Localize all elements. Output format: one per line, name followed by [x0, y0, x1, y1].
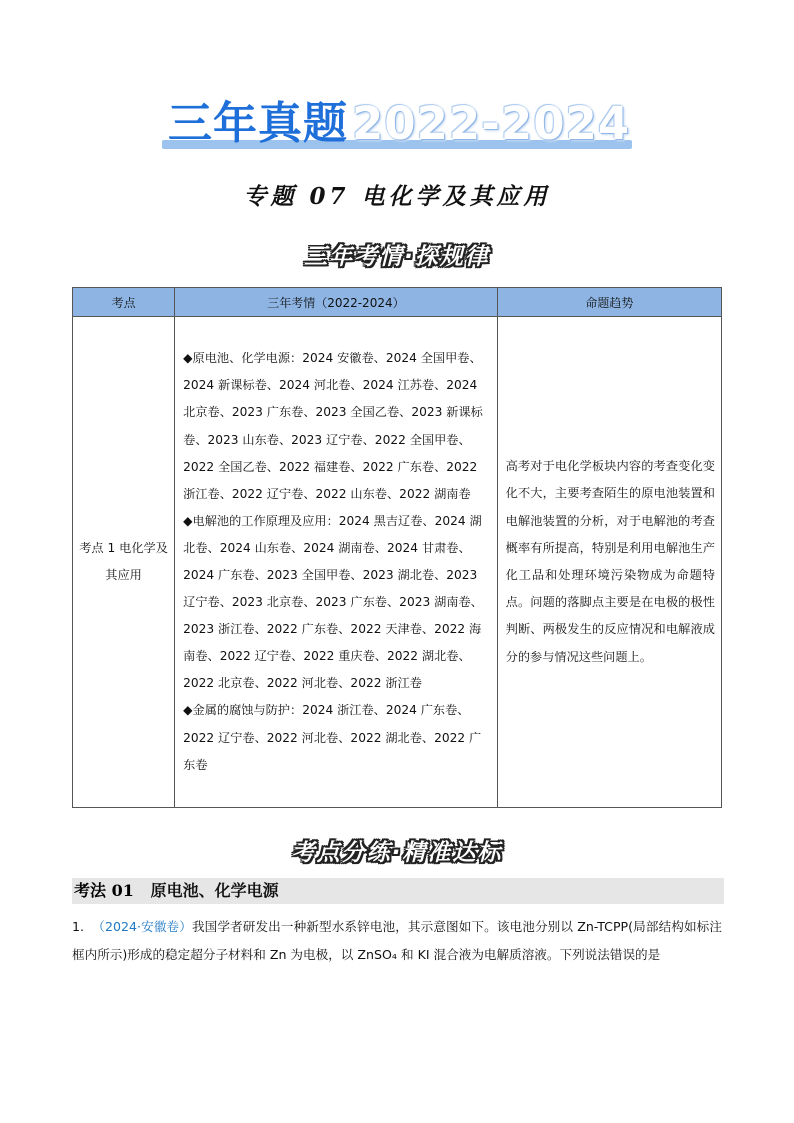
exam-analysis-table — [72, 287, 722, 808]
question-text: 我国学者研发出一种新型水系锌电池，其示意图如下。该电池分别以 Zn-TCPP(局部结构如标注框内所示)形成的稳定超分子材料和 Zn 为电极，以 ZnSO₄ 和 KI 混合液为电解质溶液。下列说法错误的是 — [72, 919, 722, 962]
ribbon-top-text: 三年考情·探规律 — [304, 244, 490, 270]
ribbon-bottom-text: 考点分练·精准达标 — [291, 840, 503, 866]
exam-list-item: ◆原电池、化学电源：2024 安徽卷、2024 全国甲卷、2024 新课标卷、2024 河北卷、2024 江苏卷、2024 北京卷、2023 广东卷、2023 全国乙卷、2023 新课标卷、2023 山东卷、2023 辽宁卷、2022 全国甲卷、2022 全国乙卷、2022 福建卷、2022 广东卷、2022 浙江卷、2022 辽宁卷、2022 山东卷、2022 湖南卷 — [183, 351, 483, 501]
header-topic: 考点 — [73, 288, 175, 317]
question-number: 1. — [72, 919, 85, 934]
table-header-row — [73, 288, 722, 317]
banner-title-cn: 三年真题 — [168, 98, 348, 149]
question-1 — [72, 913, 722, 969]
exam-list-item: ◆电解池的工作原理及应用：2024 黑吉辽卷、2024 湖北卷、2024 山东卷、2024 湖南卷、2024 甘肃卷、2024 广东卷、2023 全国甲卷、2023 湖北卷、2023 辽宁卷、2023 北京卷、2023 广东卷、2023 湖南卷、2023 浙江卷、2022 广东卷、2022 天津卷、2022 海南卷、2022 辽宁卷、2022 重庆卷、2022 湖北卷、2022 北京卷、2022 河北卷、2022 浙江卷 — [183, 513, 483, 691]
exam-list-cell — [175, 317, 497, 808]
header-trend: 命题趋势 — [497, 288, 721, 317]
section-title: 原电池、化学电源 — [150, 881, 279, 900]
table-row — [73, 317, 722, 808]
topic-cell: 考点 1 电化学及其应用 — [73, 317, 175, 808]
section-label: 考法 01 — [74, 881, 134, 900]
section-ribbon-top — [268, 240, 526, 276]
section-heading — [72, 878, 724, 904]
trend-cell: 高考对于电化学板块内容的考查变化变化不大，主要考查陌生的原电池装置和电解池装置的分析，对于电解池的考查概率有所提高，特别是利用电解池生产化工品和处理环境污染物成为命题特点。问题的落脚点主要是在电极的极性判断、两极发生的反应情况和电解液成分的参与情况这些问题上。 — [497, 317, 721, 808]
exam-list-item: ◆金属的腐蚀与防护：2024 浙江卷、2024 广东卷、2022 辽宁卷、2022 河北卷、2022 湖北卷、2022 广东卷 — [183, 703, 482, 772]
question-source-link[interactable]: （2024·安徽卷） — [92, 919, 192, 934]
section-ribbon-bottom — [268, 836, 526, 872]
banner-title-years: 2022-2024 — [352, 97, 631, 150]
subject-title: 专题 07 电化学及其应用 — [243, 183, 551, 210]
title-banner — [150, 96, 644, 158]
header-exam-years: 三年考情（2022-2024） — [175, 288, 497, 317]
